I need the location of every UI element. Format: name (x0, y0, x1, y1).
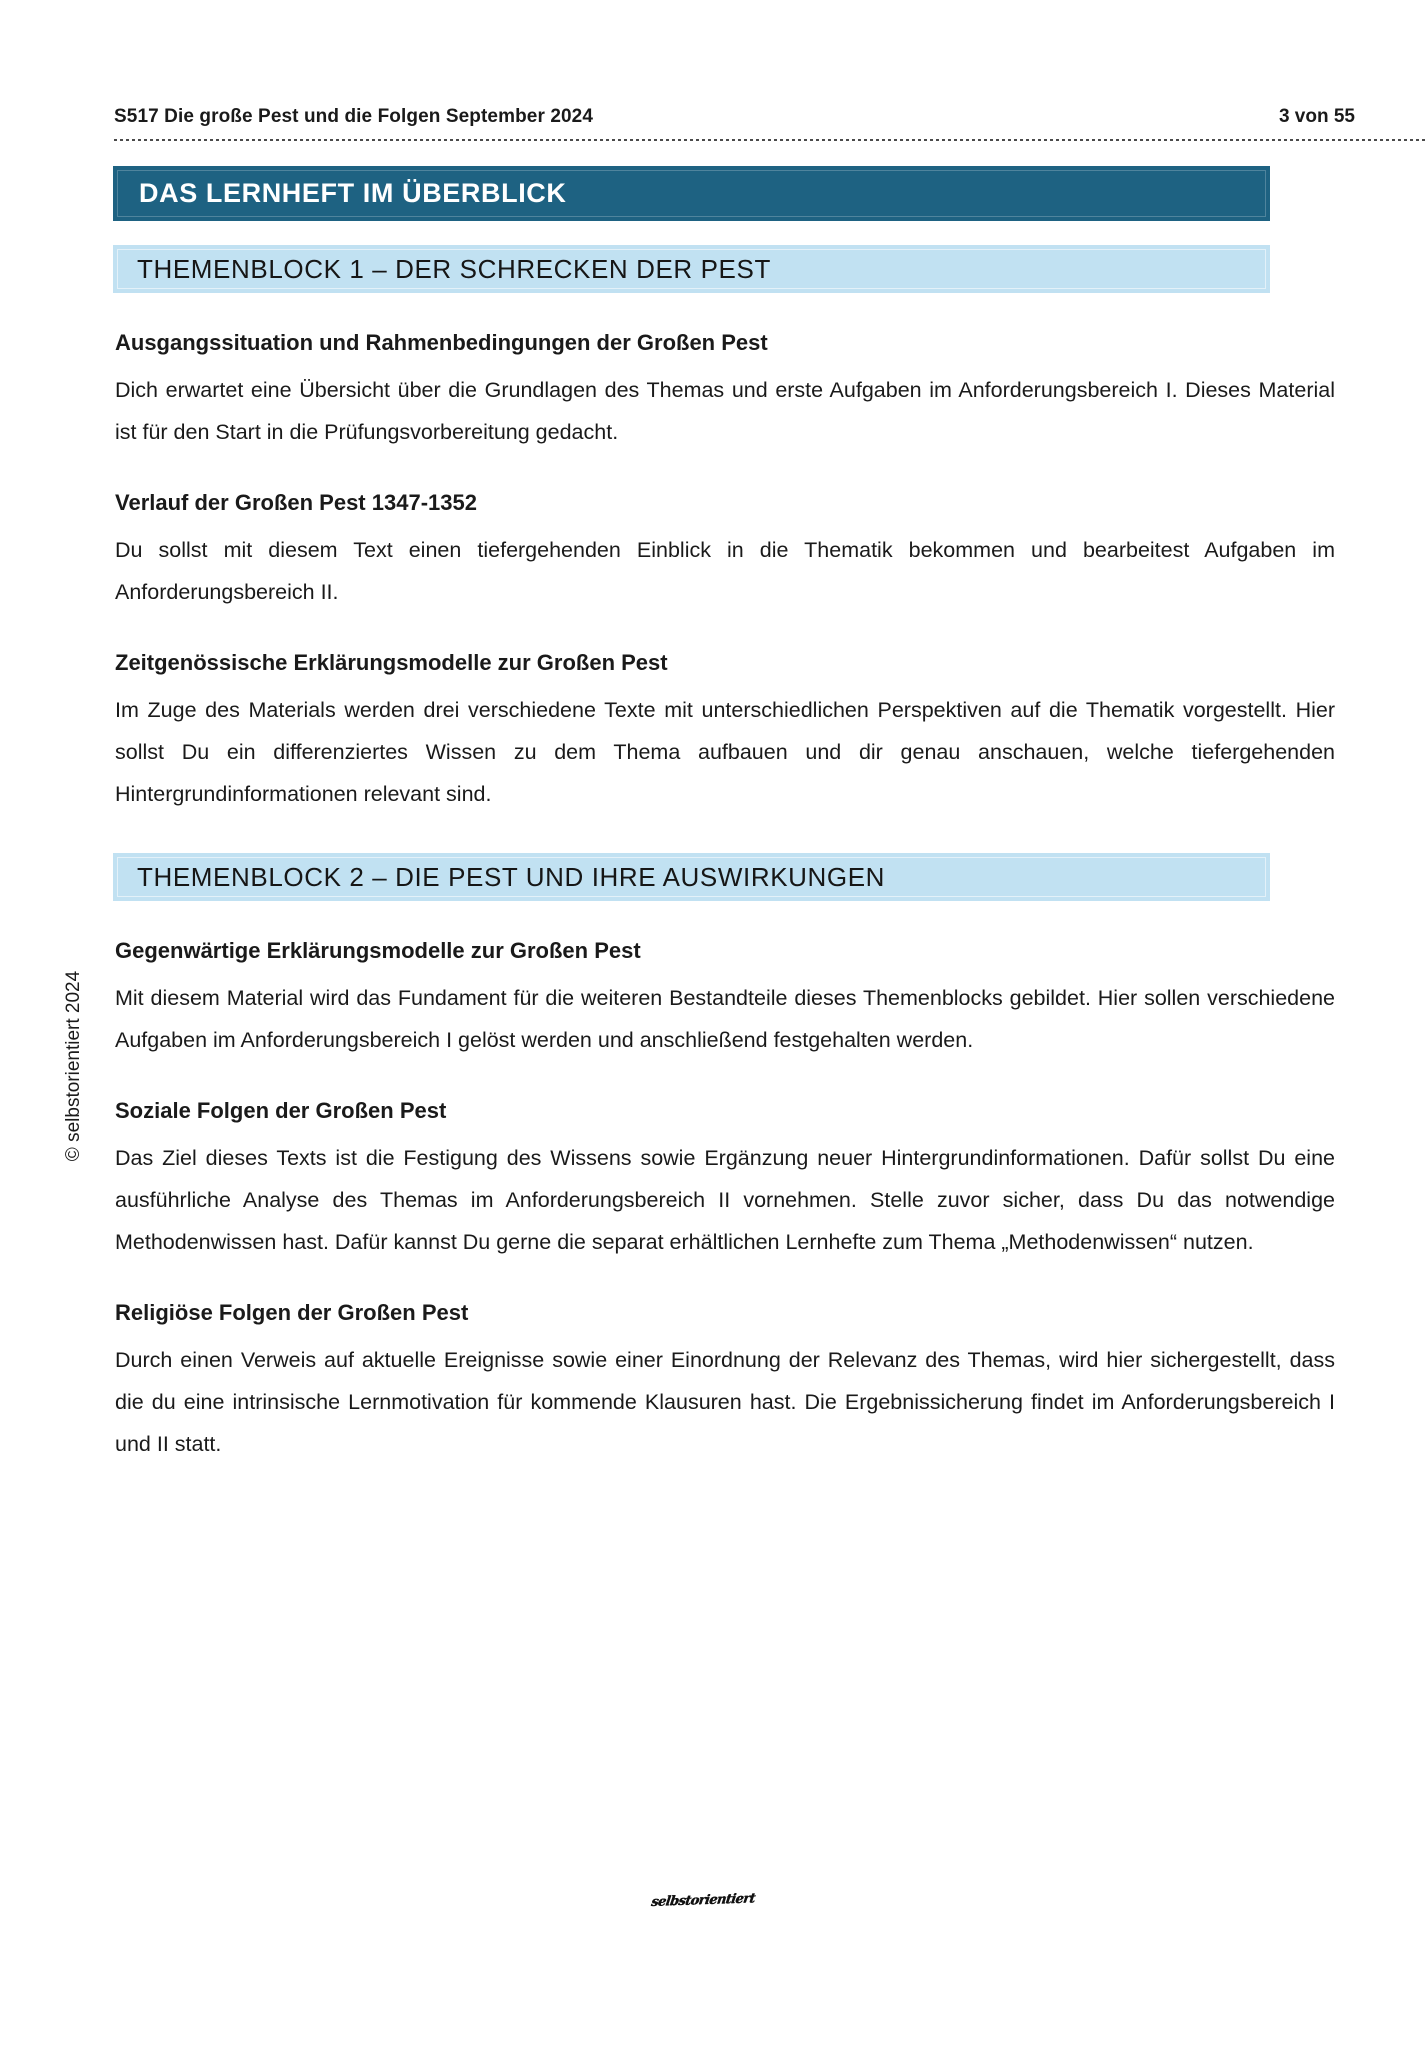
page-header-title: S517 Die große Pest und die Folgen September 2024 (114, 106, 593, 127)
page-content (113, 166, 1335, 1465)
section-heading: Verlauf der Großen Pest 1347-1352 (115, 490, 477, 515)
themenblock-1-banner (113, 245, 1270, 293)
copyright-vertical-label: © selbstorientiert 2024 (63, 970, 84, 1162)
section-paragraph: Du sollst mit diesem Text einen tiefergehenden Einblick in die Thematik bekommen und bearbeitest Aufgaben im Anforderungsbereich II. (115, 538, 1335, 604)
page-number: 3 von 55 (1278, 106, 1355, 127)
overview-banner (113, 166, 1270, 221)
themenblock-2-banner (113, 853, 1270, 901)
header-divider (114, 139, 1426, 141)
section-paragraph: Das Ziel dieses Texts ist die Festigung des Wissens sowie Ergänzung neuer Hintergrundinformationen. Dafür sollst Du eine ausführliche Analyse des Themas im Anforderungsbereich II vornehmen. Stelle zuvor sicher, dass Du das notwendige Methodenwissen hast. Dafür kannst Du gerne die separat erhältlichen Lernhefte zum Thema „Methodenwissen“ nutzen. (115, 1146, 1335, 1254)
section-paragraph: Dich erwartet eine Übersicht über die Grundlagen des Themas und erste Aufgaben im Anforderungsbereich I. Dieses Material ist für den Start in die Prüfungsvorbereitung gedacht. (115, 378, 1335, 444)
themenblock-1-banner-title: THEMENBLOCK 1 – DER SCHRECKEN DER PEST (137, 253, 771, 284)
section-heading: Soziale Folgen der Großen Pest (115, 1098, 447, 1123)
signature-logo: selbstorientiert (650, 1891, 756, 1910)
section-heading: Religiöse Folgen der Großen Pest (115, 1300, 469, 1325)
section-heading: Zeitgenössische Erklärungsmodelle zur Großen Pest (115, 650, 668, 675)
themenblock-2-banner-title: THEMENBLOCK 2 – DIE PEST UND IHRE AUSWIRKUNGEN (137, 861, 886, 892)
section-paragraph: Im Zuge des Materials werden drei verschiedene Texte mit unterschiedlichen Perspektiven auf die Thematik vorgestellt. Hier sollst Du ein differenziertes Wissen zu dem Thema aufbauen und dir genau anschauen, welche tiefergehenden Hintergrundinformationen relevant sind. (115, 698, 1335, 806)
overview-banner-title: DAS LERNHEFT IM ÜBERBLICK (139, 178, 567, 208)
section-paragraph: Mit diesem Material wird das Fundament für die weiteren Bestandteile dieses Themenblocks gebildet. Hier sollen verschiedene Aufgaben im Anforderungsbereich I gelöst werden und anschließend festgehalten werden. (115, 986, 1335, 1052)
section-heading: Gegenwärtige Erklärungsmodelle zur Großen Pest (115, 938, 641, 963)
section-paragraph: Durch einen Verweis auf aktuelle Ereignisse sowie einer Einordnung der Relevanz des Themas, wird hier sichergestellt, dass die du eine intrinsische Lernmotivation für kommende Klausuren hast. Die Ergebnissicherung findet im Anforderungsbereich I und II statt. (115, 1348, 1335, 1456)
section-heading: Ausgangssituation und Rahmenbedingungen der Großen Pest (115, 330, 768, 355)
